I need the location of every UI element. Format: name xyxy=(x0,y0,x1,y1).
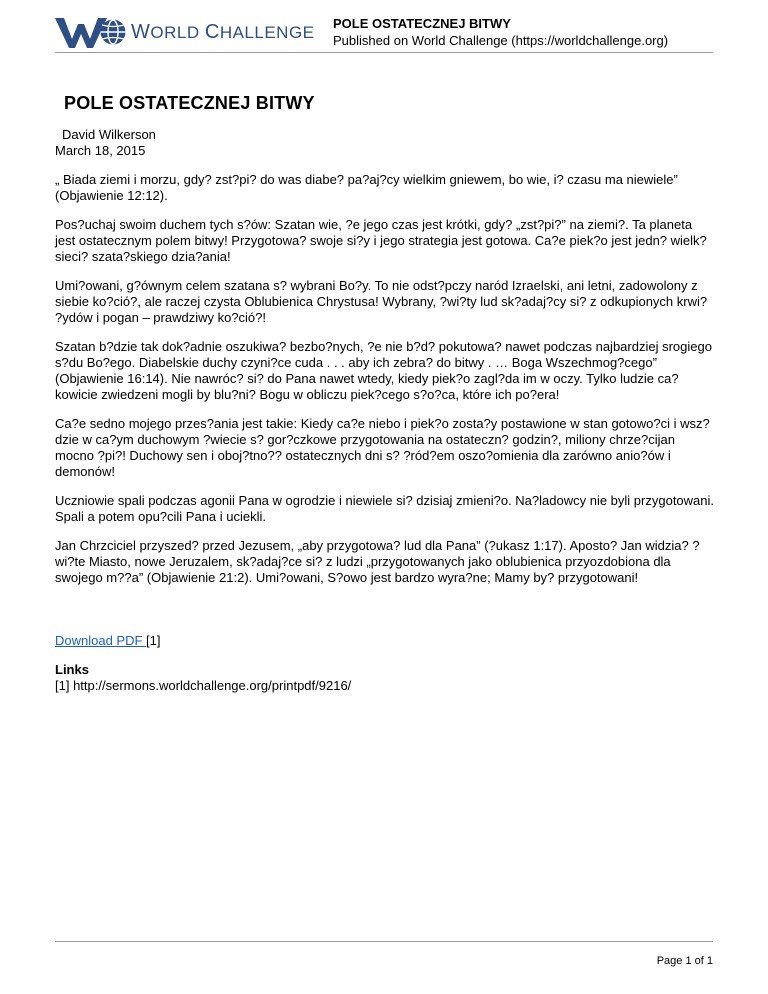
article-author: David Wilkerson xyxy=(62,127,156,142)
article-date: March 18, 2015 xyxy=(55,143,146,158)
article-paragraph: Uczniowie spali podczas agonii Pana w ogrodzie i niewiele si? dzisiaj zmieni?o. Na?ladowcy nie byli przygotowani. Spali a potem opu?cili Pana i uciekli. xyxy=(55,493,715,524)
header-published-line: Published on World Challenge (https://worldchallenge.org) xyxy=(333,33,669,48)
download-row xyxy=(55,633,715,649)
article-body xyxy=(55,127,715,694)
header-divider xyxy=(55,52,713,53)
download-pdf-link[interactable]: Download PDF xyxy=(55,633,147,648)
article-paragraph: Umi?owani, g?ównym celem szatana s? wybrani Bo?y. To nie odst?pczy naród Izraelski, ani letni, zadowolony z siebie ko?ció?, ale raczej czysta Oblubienica Chrystusa! Wybrany, ?wi?ty lud sk?adaj?cy si? z odkupionych krwi? ?ydów i pogan – prawdziwy ko?ció?! xyxy=(55,278,708,325)
world-challenge-emblem-icon xyxy=(55,15,127,49)
logo-wordmark: WORLD CHALLENGE xyxy=(131,20,315,43)
links-heading: Links xyxy=(55,662,89,677)
world-challenge-logo xyxy=(55,15,315,49)
header-info xyxy=(333,16,713,49)
page-title: POLE OSTATECZNEJ BITWY xyxy=(64,93,315,113)
article-paragraph: Jan Chrzciciel przyszed? przed Jezusem, „aby przygotowa? lud dla Pana” (?ukasz 1:17). Aposto? Jan widzia? ?wi?te Miasto, nowe Jeruzalem, sk?adaj?ce si? z ludzi „przygotowanych jako oblubienica przyozdobiona dla swojego m??a” (Objawienie 21:2). Umi?owani, S?owo jest bardzo wyra?ne; Mamy by? przygotowani! xyxy=(55,538,700,585)
article-paragraph: „ Biada ziemi i morzu, gdy? zst?pi? do was diabe? pa?aj?cy wielkim gniewem, bo wie, i? czasu ma niewiele” (Objawienie 12:12). xyxy=(55,172,678,203)
page-number: Page 1 of 1 xyxy=(656,955,713,967)
page-header xyxy=(55,12,713,54)
article-paragraph: Pos?uchaj swoim duchem tych s?ów: Szatan wie, ?e jego czas jest krótki, gdy? „zst?pi?” na ziemi?. Ta planeta jest ostatecznym polem bitwy! Przygotowa? swoje si?y i jego strategia jest gotowa. Ca?e piek?o jest jedn? wielk? sieci? szata?skiego dzia?ania! xyxy=(55,217,707,264)
download-reference: [1] xyxy=(146,633,161,648)
article-paragraph: Szatan b?dzie tak dok?adnie oszukiwa? bezbo?nych, ?e nie b?d? pokutowa? nawet podczas najbardziej srogiego s?du Bo?ego. Diabelskie duchy czyni?ce cuda . . . aby ich zebra? do bitwy . … Boga Wszechmog?cego” (Objawienie 16:14). Nie nawróc? si? do Pana nawet wtedy, kiedy piek?o zagl?da im w oczy. Tylko ludzie ca?kowicie zwiedzeni mogli by blu?ni? Bogu w obliczu piek?cego s?o?ca, które ich po?era! xyxy=(55,339,712,402)
header-document-title: POLE OSTATECZNEJ BITWY xyxy=(333,16,511,31)
footer-divider xyxy=(55,941,713,942)
links-item: [1] http://sermons.worldchallenge.org/printpdf/9216/ xyxy=(55,678,352,693)
article-paragraph: Ca?e sedno mojego przes?ania jest takie: Kiedy ca?e niebo i piek?o zosta?y postawione w stan gotowo?ci i wsz?dzie w ca?ym duchowym ?wiecie s? gor?czkowe przygotowania na ostateczn? godzin?, miliony chrze?cijan mocno ?pi?! Duchowy sen i oboj?tno?? ostatecznych dni s? ?ród?em oszo?omienia dla zarówno anio?ów i demonów! xyxy=(55,416,710,479)
